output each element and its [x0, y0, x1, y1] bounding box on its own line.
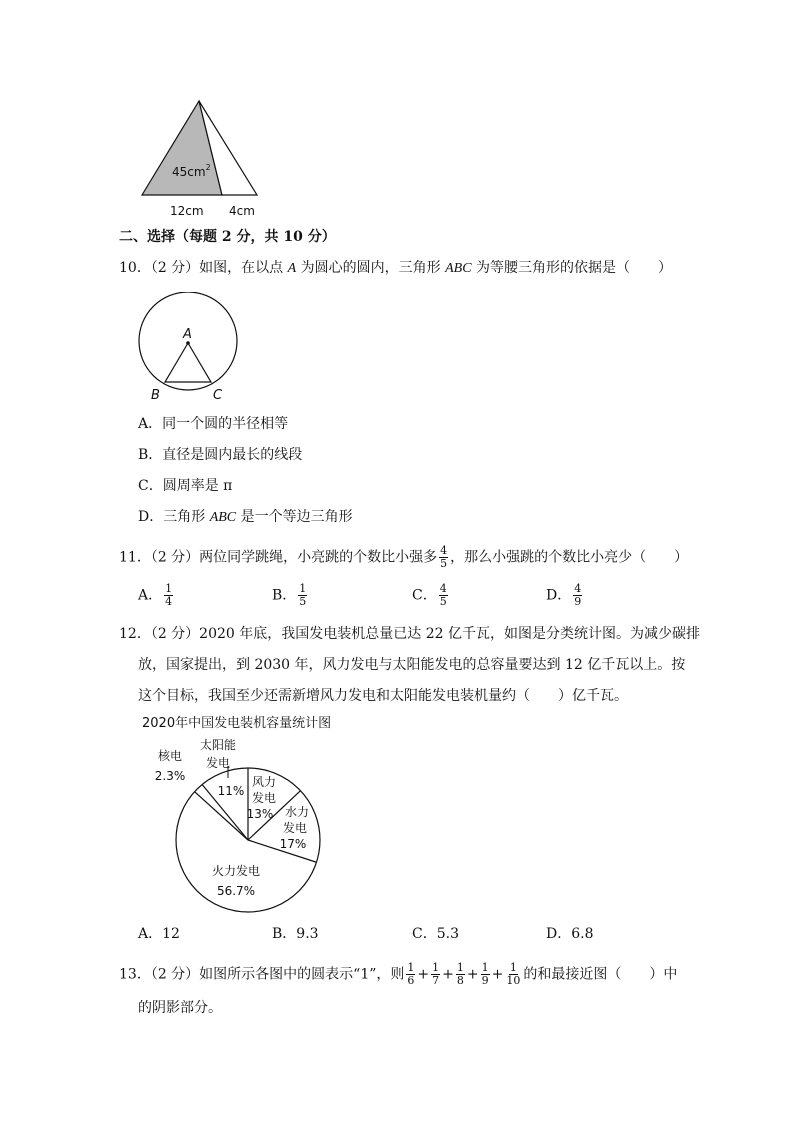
question-number: 10．（2 分）	[119, 260, 200, 276]
slice-label-solar-2: 发电	[205, 756, 231, 770]
slice-label-thermal: 火力发电	[211, 864, 261, 878]
base-label-left: 12cm	[170, 204, 204, 218]
q12-option-a[interactable]: A．12	[138, 926, 180, 942]
slice-value-hydro: 17%	[279, 837, 307, 851]
label-a: A	[183, 327, 192, 342]
q11-option-c[interactable]: C． $\frac{4}{5}$	[412, 582, 447, 608]
slice-label-wind-1: 风力	[251, 775, 277, 789]
chart-title: 2020年中国发电装机容量统计图	[142, 716, 332, 731]
fraction: $\frac{4}{9}$	[574, 582, 582, 608]
slice-value-thermal: 56.7%	[216, 884, 256, 898]
question-10: 10．（2 分）如图，在以点 A 为圆心的圆内，三角形 ABC 为等腰三角形的依据是（ ）	[119, 260, 672, 276]
slice-label-nuclear: 核电	[157, 749, 183, 763]
base-label-right: 4cm	[229, 204, 255, 218]
question-12-line2: 放，国家提出，到 2030 年，风力发电与太阳能发电的总容量要达到 12 亿千瓦以上。按	[138, 657, 686, 673]
fraction: $\frac{1}{4}$	[165, 582, 173, 608]
fraction-5: $\frac{1}{10}$	[506, 961, 521, 987]
triangle-figure	[130, 92, 280, 224]
slice-label-hydro-2: 发电	[282, 821, 308, 835]
section-heading: 二、选择（每题 2 分，共 10 分）	[119, 229, 336, 245]
question-13-line1: 13．（2 分）如图所示各图中的圆表示“1”，则 $\frac{1}{6}$ + $\frac{1}{7}$ + $\frac{1}{8}$ + $\frac{1}{9}$ + $\frac{1}{10}$ 的和最接近图（ ）中	[119, 961, 678, 987]
q11-option-b[interactable]: B． $\frac{1}{5}$	[272, 582, 307, 608]
q12-option-b[interactable]: B．9.3	[272, 926, 319, 942]
question-number: 12．（2 分）	[119, 626, 200, 642]
q10-option-b[interactable]: B．直径是圆内最长的线段	[138, 447, 303, 463]
pie-chart	[140, 736, 340, 916]
question-12-line1: 12．（2 分）2020 年底，我国发电装机总量已达 22 亿千瓦，如图是分类统计图。为减少碳排	[119, 626, 700, 642]
slice-value-solar: 11%	[217, 784, 245, 798]
question-number: 13．（2 分）	[119, 966, 200, 983]
label-c: C	[213, 388, 223, 403]
circle-triangle-figure	[136, 292, 246, 404]
q11-option-d[interactable]: D． $\frac{4}{9}$	[546, 582, 582, 608]
fraction: $\frac{1}{5}$	[299, 582, 307, 608]
fraction-1: $\frac{1}{6}$	[407, 961, 415, 987]
fraction-3: $\frac{1}{8}$	[456, 961, 464, 987]
fraction-2: $\frac{1}{7}$	[432, 961, 440, 987]
q12-option-d[interactable]: D．6.8	[546, 926, 594, 942]
fraction: $\frac{4}{5}$	[440, 544, 448, 570]
slice-value-wind: 13%	[246, 807, 274, 821]
area-label: $45cm^2$	[172, 163, 211, 179]
question-13-line2: 的阴影部分。	[138, 1000, 222, 1016]
q10-option-a[interactable]: A．同一个圆的半径相等	[138, 416, 289, 432]
label-b: B	[151, 388, 160, 403]
slice-label-hydro-1: 水力	[284, 805, 310, 819]
slice-label-wind-2: 发电	[251, 791, 277, 805]
q10-option-c[interactable]: C．圆周率是 π	[138, 478, 233, 494]
fraction-4: $\frac{1}{9}$	[481, 961, 489, 987]
question-11: 11．（2 分）两位同学跳绳，小亮跳的个数比小强多 $\frac{4}{5}$ ，那么小强跳的个数比小亮少（ ）	[119, 544, 689, 570]
isosceles-triangle	[165, 343, 211, 382]
slice-value-nuclear: 2.3%	[154, 769, 186, 783]
fraction: $\frac{4}{5}$	[439, 582, 447, 608]
question-number: 11．（2 分）	[119, 549, 200, 566]
q12-option-c[interactable]: C．5.3	[412, 926, 459, 942]
question-12-line3: 这个目标，我国至少还需新增风力发电和太阳能发电装机量约（ ）亿千瓦。	[138, 688, 628, 704]
q10-option-d[interactable]: D．三角形 ABC 是一个等边三角形	[138, 509, 353, 525]
q11-option-a[interactable]: A． $\frac{1}{4}$	[138, 582, 173, 608]
slice-label-solar-1: 太阳能	[199, 738, 237, 752]
